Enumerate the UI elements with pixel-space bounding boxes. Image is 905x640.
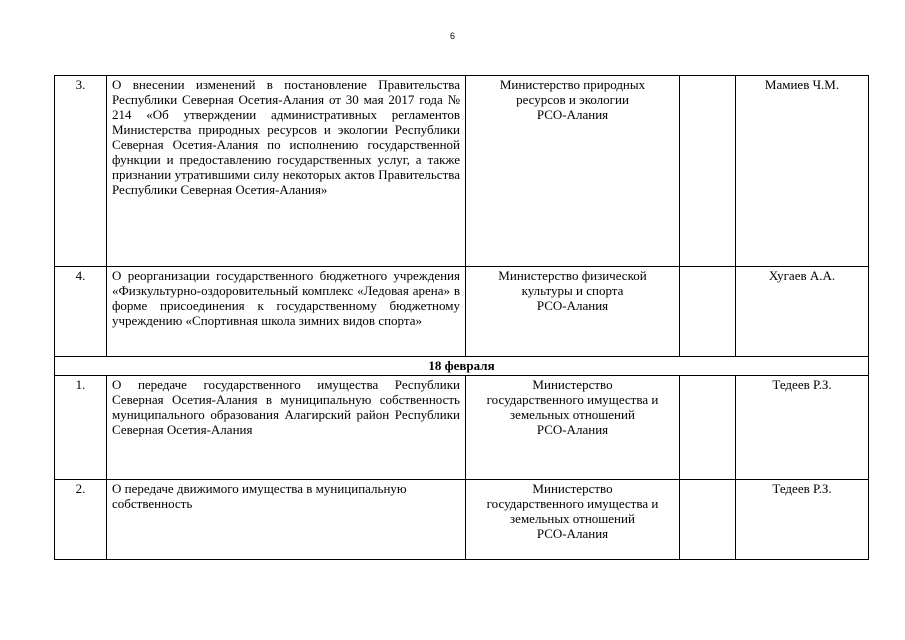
org-line: Министерство природных (499, 77, 646, 92)
row-organization (466, 76, 680, 267)
row-subject: О передаче движимого имущества в муниципальную собственность (107, 480, 466, 560)
row-responsible: Хугаев А.А. (736, 267, 869, 357)
row-number: 1. (55, 376, 107, 480)
table-row (55, 376, 869, 480)
row-empty-cell (680, 480, 736, 560)
row-subject: О передаче государственного имущества Республики Северная Осетия-Алания в муниципальную собственность муниципального образования Алагирский район Республики Северная Осетия-Алания (107, 376, 466, 480)
row-organization (466, 267, 680, 357)
org-line: государственного имущества и (486, 496, 659, 511)
org-line: ресурсов и экологии (516, 92, 629, 107)
agenda-table (54, 75, 869, 560)
row-subject: О реорганизации государственного бюджетного учреждения «Физкультурно-оздоровительный комплекс «Ледовая арена» в форме присоединения к государственному бюджетному учреждению «Спортивная школа зимних видов спорта» (107, 267, 466, 357)
date-section-header: 18 февраля (55, 357, 869, 376)
org-line: Министерство (532, 481, 613, 496)
org-line: Министерство физической (498, 268, 647, 283)
row-organization (466, 480, 680, 560)
row-number: 4. (55, 267, 107, 357)
org-line: земельных отношений (510, 511, 635, 526)
table-row (55, 480, 869, 560)
org-line: земельных отношений (510, 407, 635, 422)
row-empty-cell (680, 267, 736, 357)
org-line: государственного имущества и (486, 392, 659, 407)
row-responsible: Мамиев Ч.М. (736, 76, 869, 267)
org-line: культуры и спорта (521, 283, 624, 298)
page-number: 6 (449, 31, 455, 41)
row-organization (466, 376, 680, 480)
row-number: 3. (55, 76, 107, 267)
org-line: РСО-Алания (536, 298, 609, 313)
row-number: 2. (55, 480, 107, 560)
org-line: РСО-Алания (536, 526, 609, 541)
row-subject: О внесении изменений в постановление Правительства Республики Северная Осетия-Алания от 30 мая 2017 года № 214 «Об утверждении административных регламентов Министерства природных ресурсов и экологии Республики Северная Осетия-Алания по исполнению государственной функции и предоставлению государственных услуг, а также признании утратившими силу некоторых актов Правительства Республики Северная Осетия-Алания» (107, 76, 466, 267)
row-empty-cell (680, 76, 736, 267)
org-line: РСО-Алания (536, 422, 609, 437)
table-row (55, 267, 869, 357)
row-responsible: Тедеев Р.З. (736, 376, 869, 480)
row-empty-cell (680, 376, 736, 480)
date-section-row (55, 357, 869, 376)
org-line: РСО-Алания (536, 107, 609, 122)
org-line: Министерство (532, 377, 613, 392)
table-row (55, 76, 869, 267)
row-responsible: Тедеев Р.З. (736, 480, 869, 560)
